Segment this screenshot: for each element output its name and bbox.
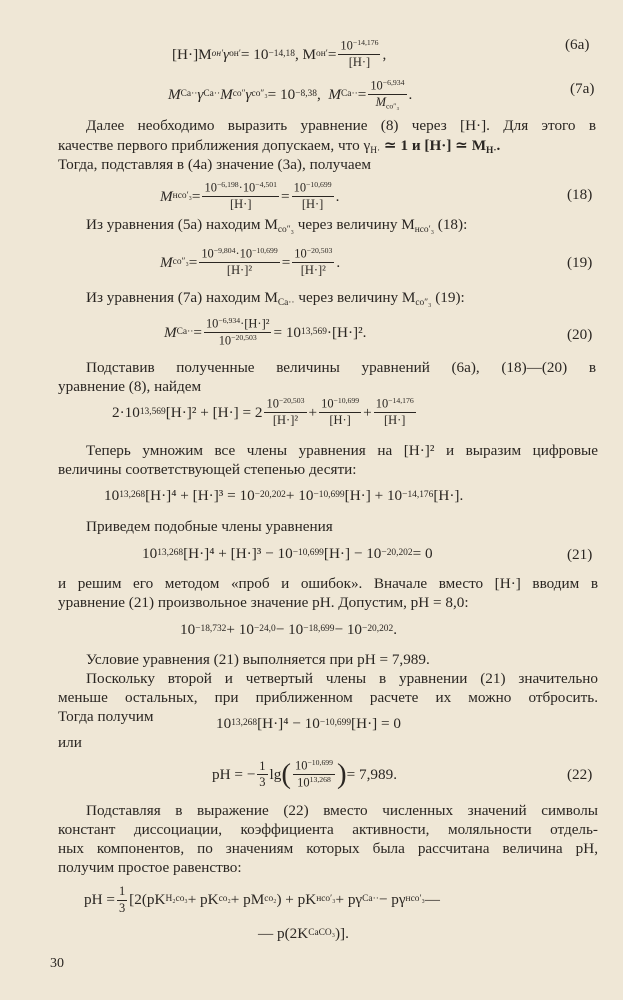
equation-final-line-2: — p(2K CaCO₃ )].: [258, 925, 349, 942]
paragraph-5-line-2: величины соответствующей степенью десяти:: [58, 461, 357, 478]
paragraph-7-line-2: уравнение (21) произвольное значение pH. Допустим, pH = 8,0:: [58, 594, 469, 611]
paragraph-4-line-1: Подставив полученные величины уравнений (6а), (18)—(20) в: [86, 359, 596, 376]
paragraph-1-line-1: Далее необходимо выразить уравнение (8) через [H·]. Для этого в: [86, 117, 596, 134]
page-number: 30: [50, 956, 64, 971]
equation-number-7a: (7а): [570, 80, 595, 97]
equation-number-18: (18): [567, 186, 593, 203]
paragraph-7-line-1: и решим его методом «проб и ошибок». Вначале вместо [H·] вводим в: [58, 575, 598, 592]
paragraph-8: Условие уравнения (21) выполняется при pH = 7,989.: [86, 651, 430, 668]
equation-approximate: 10 13,268 [H·]⁴ − 10 −10,699 [H·] = 0: [216, 715, 401, 732]
paragraph-11-line-2: констант диссоциации, коэффициента активности, моляльности отдель-: [58, 821, 598, 838]
paragraph-9-line-1: Поскольку второй и четвертый члены в уравнении (21) значительно: [86, 670, 598, 687]
word-or: или: [58, 734, 82, 751]
equation-multiplied: 10 13,268 [H·]⁴ + [H·]³ = 10 −20,202 + 10 −10,699 [H·] + 10 −14,176 [H·].: [104, 487, 464, 504]
paragraph-9-line-2: меньше остальных, при приближенном расчете их можно отбросить.: [58, 689, 598, 706]
paragraph-9-line-3: Тогда получим: [58, 708, 154, 725]
equation-19: M co″₃ = $\frac{10^{-9,804}\cdot 10^{-10,699}}{\text{[H·]²}}$ = $\frac{10^{-20,503}}{\text{[H·]²}}$ .: [160, 246, 341, 278]
equation-number-6a: (6а): [565, 36, 590, 53]
equation-final-line-1: pH = $\frac{1}{3}$ [2(pK H₂co₃ + pK co₂ + pM co₂ ) + pK нco′₃ + pγ Ca·· − pγ нco′₃ —: [84, 884, 440, 915]
equation-18: M нco′₃ = $\frac{10^{-6,198}\cdot 10^{-4,501}}{[H\cdot]}$ = $\frac{10^{-10,699}}{[H\cdot]}$ .: [160, 180, 340, 212]
equation-6a: [H·]M он′ γ он′ = 10 −14,18 , M он′ = $\frac{10^{-14,176}}{[H\cdot]}$ ,: [172, 38, 387, 70]
equation-21: 10 13,268 [H·]⁴ + [H·]³ − 10 −10,699 [H·] − 10 −20,202 = 0: [142, 545, 433, 562]
equation-22: pH = − $\frac{1}{3}$ lg ( $10^{-10,699}$ 10$^{13,268}$ ) = 7,989.: [212, 758, 397, 791]
equation-number-19: (19): [567, 254, 593, 271]
paragraph-5-line-1: Теперь умножим все члены уравнения на [H·]² и выразим цифровые: [86, 442, 598, 459]
paragraph-11-line-4: получим простое равенство:: [58, 859, 242, 876]
paragraph-6: Приведем подобные члены уравнения: [86, 518, 333, 535]
paragraph-2: Из уравнения (5а) находим $M_{co''_3}$ через величину $M_{нco'_3}$ (18):: [86, 216, 468, 235]
paragraph-11-line-3: ных компонентов, по значениям которых была рассчитана величина pH,: [58, 840, 598, 857]
paragraph-4-line-2: уравнение (8), найдем: [58, 378, 202, 395]
equation-number-20: (20): [567, 326, 593, 343]
paragraph-1-line-3: Тогда, подставляя в (4а) значение (3а), получаем: [58, 156, 372, 173]
equation-sum: 2·10 13,569 [H·]² + [H·] = 2 $10^{-20,503}$ [H·]² + $\frac{10^{-10,699}}{[H\cdot]}$ + $\frac{10^{-14,176}}{[H\cdot]}$: [112, 396, 414, 428]
equation-20: M Ca·· = $\frac{10^{-6,934}\cdot[H\cdot]^2}{10^{-20,503}}$ = 10 13,569 ·[H·]².: [164, 316, 367, 348]
paragraph-1-line-2: качестве первого приближения допускаем, что $\gamma_{H\cdot}$ ≃ 1 и [H·] ≃ $M_{H\cdot}$.: [58, 137, 501, 156]
equation-number-21: (21): [567, 546, 593, 563]
equation-trial: 10 −18,732 + 10 −24,0 − 10 −18,699 − 10 −20,202 .: [180, 621, 398, 638]
paragraph-11-line-1: Подставляя в выражение (22) вместо численных значений символы: [86, 802, 598, 819]
equation-number-22: (22): [567, 766, 593, 783]
paragraph-3: Из уравнения (7а) находим $M_{Ca\cdot\cdot}$ через величину $M_{co''_3}$ (19):: [86, 289, 465, 308]
equation-7a: M Ca·· γ Ca·· M co″ γ co″₃ = 10 −8,38 , M Ca·· = $10^{-6,934}$ $M_{co''_3}$ .: [168, 78, 413, 111]
